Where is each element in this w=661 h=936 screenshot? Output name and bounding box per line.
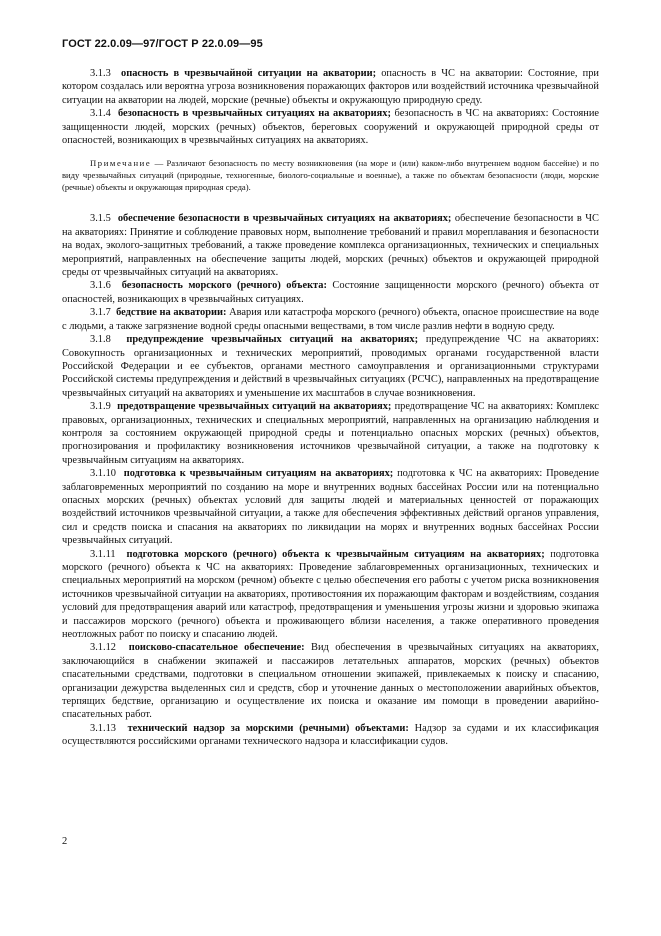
definition-text: предупреждение ЧС на акваториях: Совокупность организационных и технических мероприятий, проводимых органами государственной власти Российской Федерации и ее субъектов, органами местного самоуправления и организационными структурами Российской системы предупреждения и действий в чрезвычайных ситуациях (РСЧС), направленных на предотвращение чрезвычайных ситуаций на акваториях и уменьшение их масштабов в случае возникновения. bbox=[62, 334, 599, 399]
definition-number: 3.1.9 bbox=[90, 401, 111, 413]
note-text: — Различают безопасность по месту возникновения (на море и (или) каком-либо внутреннем водном бассейне) и по виду чрезвычайных ситуаций (природные, техногенные, биолого-социальные и военные), а также по объектам безопасности (люди, морские (речные) объекты и окружающая природная среда). bbox=[62, 158, 599, 193]
definition-paragraph bbox=[62, 67, 599, 107]
definition-number: 3.1.6 bbox=[90, 280, 111, 292]
definition-term: подготовка к чрезвычайным ситуациям на акваториях; bbox=[123, 468, 394, 480]
definitions-block-1 bbox=[62, 67, 599, 147]
definition-number: 3.1.5 bbox=[90, 213, 111, 225]
definition-text: Состояние защищенности морского (речного) объекта от опасностей, возникающих в чрезвычайных ситуациях. bbox=[62, 280, 599, 305]
definition-number: 3.1.12 bbox=[90, 642, 116, 654]
definition-text: Надзор за судами и их классификация осуществляются российскими органами технического надзора и классификации судов. bbox=[62, 722, 599, 748]
definition-text: безопасность в ЧС на акваториях: Состояние защищенности людей, морских (речных) объектов, береговых сооружений и окружающей природной среды от опасностей, возникающих в чрезвычайных ситуациях на акваториях. bbox=[62, 108, 599, 147]
definition-term: предотвращение чрезвычайных ситуаций на акваториях; bbox=[117, 401, 392, 413]
document-page bbox=[62, 38, 599, 749]
page-number: 2 bbox=[62, 836, 68, 847]
definition-text: опасность в ЧС на акватории: Состояние, при котором создалась или вероятна угроза возникновения поражающих факторов или воздействий источника чрезвычайной ситуации на акватории на людей, морские (речные) объекты и окружающую природную среду. bbox=[62, 68, 599, 106]
definition-paragraph bbox=[62, 722, 599, 749]
definition-number: 3.1.7 bbox=[90, 307, 111, 319]
definition-number: 3.1.13 bbox=[90, 722, 116, 734]
definition-paragraph bbox=[62, 279, 599, 306]
definition-paragraph bbox=[62, 107, 599, 147]
definition-term: предупреждение чрезвычайных ситуаций на акваториях; bbox=[126, 334, 419, 346]
definition-term: безопасность морского (речного) объекта: bbox=[121, 280, 327, 292]
definition-number: 3.1.3 bbox=[90, 68, 111, 79]
definition-number: 3.1.4 bbox=[90, 108, 111, 120]
definition-paragraph bbox=[62, 333, 599, 400]
definition-text: Авария или катастрофа морского (речного) объекта, опасное происшествие на воде с людьми, а также загрязнение водной среды опасными веществами, в том числе разлив нефти в водную среду. bbox=[62, 307, 599, 332]
document-header: ГОСТ 22.0.09—97/ГОСТ Р 22.0.09—95 bbox=[62, 38, 263, 50]
definition-term: обеспечение безопасности в чрезвычайных ситуациях на акваториях; bbox=[117, 213, 452, 225]
definition-text: обеспечение безопасности в ЧС на акваториях: Принятие и соблюдение правовых норм, выполнение требований и правил мореплавания и безопасности на водах, эколого-защитных требований, а также проведение комплекса организационных, технических и специальных мероприятий, направленных на обеспечение защиты людей, морских (речных) объектов и окружающей природной среды от чрезвычайных ситуаций на акваториях. bbox=[62, 213, 599, 279]
definition-term: безопасность в чрезвычайных ситуациях на акваториях; bbox=[117, 108, 391, 120]
note-paragraph bbox=[62, 157, 599, 193]
definition-paragraph bbox=[62, 400, 599, 467]
definition-text: подготовка к ЧС на акваториях: Проведение заблаговременных мероприятий по созданию на море и внутренних водных бассейнах России или на потенциально опасных морских (речных) объектах условий для защиты людей и материальных ценностей от поражающих воздействий источников чрезвычайной ситуации, а также для обеспечения эффективных действий органов управления, сил и средств поиска и спасания на акваториях по ликвидации на морях и внутренних водных бассейнах России чрезвычайных ситуаций. bbox=[62, 468, 599, 547]
definition-text: Вид обеспечения в чрезвычайных ситуациях на акваториях, заключающийся в снабжении экипажей и пассажиров летательных аппаратов, морских (речных) объектов спасательными средствами, подготовки в специальном отношении экипажей, привлекаемых к поиску и спасанию, организации дежурства выделенных сил и средств, сбор и уточнение данных о местоположении аварийных объектов, терпящих бедствие, организацию и осуществление их поиска и оказание им помощи в проведении аварийно-спасательных работ. bbox=[62, 642, 599, 721]
definition-paragraph bbox=[62, 641, 599, 721]
definition-number: 3.1.11 bbox=[90, 548, 116, 560]
definition-term: поисково-спасательное обеспечение: bbox=[128, 642, 305, 654]
definition-text: подготовка морского (речного) объекта к ЧС на акваториях: Проведение заблаговременных организационных, технических и специальных мероприятий на морском (речном) объекте с целью обеспечения его работы с учетом риска возникновения источников чрезвычайной ситуации на акваториях, противостояния их поражающим факторам и воздействиям, создания условий для предотвращения аварий или катастроф, предотвращения и уменьшения угрозы жизни и здоровью экипажа и пассажиров морского (речного) объекта и проживающего вблизи населения, а также оперативного проведения неотложных работ по поиску и спасанию людей. bbox=[62, 548, 599, 641]
definition-paragraph bbox=[62, 548, 599, 642]
definition-term: подготовка морского (речного) объекта к чрезвычайным ситуациям на акваториях; bbox=[126, 548, 545, 560]
definition-term: технический надзор за морскими (речными) объектами: bbox=[127, 722, 409, 734]
definitions-block-2 bbox=[62, 212, 599, 748]
definition-term: бедствие на акватории: bbox=[116, 307, 227, 319]
definition-paragraph bbox=[62, 306, 599, 333]
note-label: Примечание bbox=[90, 158, 152, 169]
definition-number: 3.1.10 bbox=[90, 468, 116, 480]
definition-paragraph bbox=[62, 212, 599, 279]
definition-number: 3.1.8 bbox=[90, 334, 111, 346]
definition-text: предотвращение ЧС на акваториях: Комплекс правовых, организационных, технических и специальных мероприятий, направленных на организацию наблюдения и контроля за состоянием окружающей природной среды и потенциально опасных морских (речных) объектов, прогнозирования и профилактику возникновения источников чрезвычайной ситуации, а также на подготовку к чрезвычайным ситуациям на акваториях. bbox=[62, 401, 599, 466]
definition-term: опасность в чрезвычайной ситуации на акватории; bbox=[121, 68, 377, 79]
definition-paragraph bbox=[62, 467, 599, 547]
